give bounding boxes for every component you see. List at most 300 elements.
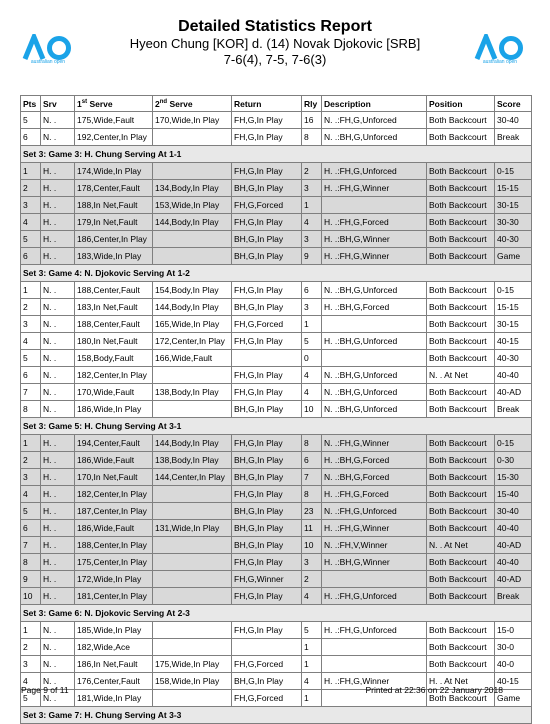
cell-pts: 4: [21, 673, 41, 690]
cell-server: N. .: [41, 622, 75, 639]
cell-return: FH,G,Forced: [232, 690, 302, 707]
cell-position: Both Backcourt: [427, 282, 495, 299]
table-row: [21, 469, 532, 486]
cell-first-serve: 158,Body,Fault: [75, 350, 153, 367]
cell-pts: 2: [21, 639, 41, 656]
cell-rally: 1: [302, 690, 322, 707]
cell-second-serve: 175,Wide,In Play: [153, 656, 232, 673]
cell-server: H. .: [41, 554, 75, 571]
cell-first-serve: 194,Center,Fault: [75, 435, 153, 452]
col-rly: Rly: [302, 96, 322, 112]
cell-pts: 7: [21, 384, 41, 401]
cell-position: Both Backcourt: [427, 248, 495, 265]
cell-second-serve: 158,Wide,In Play: [153, 673, 232, 690]
cell-first-serve: 181,Wide,In Play: [75, 690, 153, 707]
cell-description: H. .:BH,G,Unforced: [322, 333, 427, 350]
cell-rally: 5: [302, 622, 322, 639]
cell-pts: 5: [21, 503, 41, 520]
table-row: [21, 299, 532, 316]
cell-position: Both Backcourt: [427, 571, 495, 588]
cell-rally: 4: [302, 588, 322, 605]
cell-score: 0-15: [495, 435, 532, 452]
cell-position: Both Backcourt: [427, 112, 495, 129]
cell-return: BH,G,In Play: [232, 503, 302, 520]
cell-return: BH,G,In Play: [232, 469, 302, 486]
cell-server: H. .: [41, 435, 75, 452]
match-title: Hyeon Chung [KOR] d. (14) Novak Djokovic [SRB]: [129, 36, 421, 51]
cell-rally: 4: [302, 384, 322, 401]
cell-first-serve: 182,Wide,Ace: [75, 639, 153, 656]
cell-server: H. .: [41, 588, 75, 605]
cell-server: H. .: [41, 503, 75, 520]
cell-return: BH,G,In Play: [232, 180, 302, 197]
logo-caption: australian open: [30, 59, 66, 65]
table-row: [21, 231, 532, 248]
cell-first-serve: 180,In Net,Fault: [75, 333, 153, 350]
table-row: [21, 129, 532, 146]
cell-score: 0-30: [495, 452, 532, 469]
cell-rally: 5: [302, 333, 322, 350]
game-header: Set 3: Game 6: N. Djokovic Serving At 2-3: [21, 605, 532, 622]
cell-description: H. .:FH,G,Forced: [322, 214, 427, 231]
cell-return: FH,G,Forced: [232, 656, 302, 673]
cell-score: Game: [495, 690, 532, 707]
cell-position: Both Backcourt: [427, 452, 495, 469]
cell-position: Both Backcourt: [427, 163, 495, 180]
cell-position: Both Backcourt: [427, 486, 495, 503]
cell-server: H. .: [41, 452, 75, 469]
cell-first-serve: 178,Center,Fault: [75, 180, 153, 197]
cell-server: H. .: [41, 520, 75, 537]
table-row: [21, 112, 532, 129]
ao-logo-mark: [22, 34, 74, 60]
cell-second-serve: 153,Wide,In Play: [153, 197, 232, 214]
cell-position: Both Backcourt: [427, 469, 495, 486]
cell-server: H. .: [41, 537, 75, 554]
cell-rally: 10: [302, 537, 322, 554]
cell-server: N. .: [41, 333, 75, 350]
cell-pts: 4: [21, 214, 41, 231]
cell-score: 30-15: [495, 197, 532, 214]
cell-score: Game: [495, 248, 532, 265]
cell-first-serve: 174,Wide,In Play: [75, 163, 153, 180]
table-row: [21, 486, 532, 503]
cell-position: Both Backcourt: [427, 384, 495, 401]
cell-rally: 10: [302, 401, 322, 418]
cell-position: Both Backcourt: [427, 401, 495, 418]
cell-server: N. .: [41, 299, 75, 316]
cell-server: N. .: [41, 656, 75, 673]
cell-server: H. .: [41, 197, 75, 214]
cell-return: FH,G,In Play: [232, 588, 302, 605]
cell-description: H. .:FH,G,Winner: [322, 248, 427, 265]
cell-description: [322, 639, 427, 656]
cell-pts: 8: [21, 401, 41, 418]
table-row: [21, 333, 532, 350]
cell-second-serve: [153, 401, 232, 418]
cell-position: Both Backcourt: [427, 622, 495, 639]
cell-return: FH,G,Winner: [232, 571, 302, 588]
cell-pts: 9: [21, 571, 41, 588]
table-row: [21, 452, 532, 469]
cell-description: N. .:BH,G,Unforced: [322, 129, 427, 146]
cell-rally: 2: [302, 163, 322, 180]
cell-description: [322, 350, 427, 367]
cell-first-serve: 176,Center,Fault: [75, 673, 153, 690]
cell-second-serve: 138,Body,In Play: [153, 384, 232, 401]
cell-second-serve: 144,Center,In Play: [153, 469, 232, 486]
cell-second-serve: [153, 231, 232, 248]
cell-position: Both Backcourt: [427, 214, 495, 231]
cell-server: H. .: [41, 248, 75, 265]
cell-score: 30-30: [495, 214, 532, 231]
cell-pts: 3: [21, 656, 41, 673]
cell-pts: 3: [21, 197, 41, 214]
cell-first-serve: 175,Wide,Fault: [75, 112, 153, 129]
cell-description: N. .:FH,G,Unforced: [322, 503, 427, 520]
game-header: Set 3: Game 5: H. Chung Serving At 3-1: [21, 418, 532, 435]
cell-description: H. .:BH,G,Winner: [322, 554, 427, 571]
table-row: [21, 622, 532, 639]
cell-score: 30-40: [495, 503, 532, 520]
cell-first-serve: 183,In Net,Fault: [75, 299, 153, 316]
cell-pts: 6: [21, 129, 41, 146]
table-row: [21, 656, 532, 673]
table-row: [21, 180, 532, 197]
cell-server: H. .: [41, 571, 75, 588]
col-srv: Srv: [41, 96, 75, 112]
cell-position: Both Backcourt: [427, 231, 495, 248]
cell-description: H. .:BH,G,Forced: [322, 299, 427, 316]
table-row: [21, 214, 532, 231]
cell-description: N. .:BH,G,Unforced: [322, 367, 427, 384]
table-row: [21, 537, 532, 554]
cell-return: FH,G,In Play: [232, 384, 302, 401]
cell-rally: 9: [302, 248, 322, 265]
cell-pts: 3: [21, 316, 41, 333]
cell-server: N. .: [41, 639, 75, 656]
cell-second-serve: [153, 163, 232, 180]
cell-score: Break: [495, 401, 532, 418]
cell-rally: 4: [302, 367, 322, 384]
cell-pts: 5: [21, 231, 41, 248]
cell-position: N. . At Net: [427, 367, 495, 384]
cell-rally: 11: [302, 520, 322, 537]
cell-score: 40-40: [495, 520, 532, 537]
cell-score: 15-40: [495, 486, 532, 503]
cell-description: N. .:FH,V,Winner: [322, 537, 427, 554]
cell-position: Both Backcourt: [427, 639, 495, 656]
col-second-serve: 2nd Serve: [153, 96, 232, 112]
table-row: [21, 520, 532, 537]
cell-return: BH,G,In Play: [232, 452, 302, 469]
cell-first-serve: 179,In Net,Fault: [75, 214, 153, 231]
game-header: Set 3: Game 4: N. Djokovic Serving At 1-2: [21, 265, 532, 282]
cell-return: FH,G,In Play: [232, 214, 302, 231]
cell-score: 30-15: [495, 316, 532, 333]
cell-score: Break: [495, 129, 532, 146]
cell-score: 40-15: [495, 333, 532, 350]
print-timestamp: Printed at 22:36 on 22 January 2018: [365, 685, 503, 695]
game-header: Set 3: Game 3: H. Chung Serving At 1-1: [21, 146, 532, 163]
cell-description: N. .:BH,G,Unforced: [322, 401, 427, 418]
cell-rally: 6: [302, 452, 322, 469]
report-title: Detailed Statistics Report: [178, 18, 372, 35]
cell-server: N. .: [41, 384, 75, 401]
cell-rally: 16: [302, 112, 322, 129]
cell-return: FH,G,In Play: [232, 112, 302, 129]
cell-position: Both Backcourt: [427, 350, 495, 367]
cell-second-serve: 166,Wide,Fault: [153, 350, 232, 367]
cell-return: FH,G,In Play: [232, 367, 302, 384]
cell-rally: 1: [302, 639, 322, 656]
cell-first-serve: 186,Wide,In Play: [75, 401, 153, 418]
cell-second-serve: 131,Wide,In Play: [153, 520, 232, 537]
cell-position: Both Backcourt: [427, 520, 495, 537]
cell-second-serve: [153, 129, 232, 146]
cell-score: 40-30: [495, 350, 532, 367]
cell-first-serve: 188,Center,Fault: [75, 316, 153, 333]
table-row: [21, 571, 532, 588]
cell-first-serve: 185,Wide,In Play: [75, 622, 153, 639]
cell-description: H. .:FH,G,Winner: [322, 520, 427, 537]
cell-pts: 1: [21, 282, 41, 299]
cell-score: 40-AD: [495, 571, 532, 588]
cell-score: 0-15: [495, 163, 532, 180]
cell-pts: 3: [21, 469, 41, 486]
cell-position: Both Backcourt: [427, 333, 495, 350]
cell-second-serve: 138,Body,In Play: [153, 452, 232, 469]
cell-rally: 0: [302, 350, 322, 367]
cell-server: N. .: [41, 401, 75, 418]
cell-score: 40-AD: [495, 384, 532, 401]
cell-score: Break: [495, 588, 532, 605]
cell-description: H. .:FH,G,Unforced: [322, 622, 427, 639]
cell-return: FH,G,In Play: [232, 435, 302, 452]
cell-description: H. .:BH,G,Forced: [322, 452, 427, 469]
col-position: Position: [427, 96, 495, 112]
cell-second-serve: [153, 486, 232, 503]
cell-position: Both Backcourt: [427, 180, 495, 197]
cell-return: BH,G,In Play: [232, 248, 302, 265]
game-header-row: [21, 605, 532, 622]
table-row: [21, 282, 532, 299]
cell-score: 40-30: [495, 231, 532, 248]
cell-return: BH,G,In Play: [232, 231, 302, 248]
cell-rally: 3: [302, 231, 322, 248]
cell-second-serve: [153, 554, 232, 571]
cell-position: Both Backcourt: [427, 316, 495, 333]
cell-rally: 1: [302, 197, 322, 214]
australian-open-logo-right: [474, 34, 526, 70]
cell-pts: 6: [21, 367, 41, 384]
cell-position: H. . At Net: [427, 673, 495, 690]
cell-pts: 2: [21, 180, 41, 197]
table-row: [21, 554, 532, 571]
cell-description: [322, 316, 427, 333]
cell-first-serve: 182,Center,In Play: [75, 367, 153, 384]
cell-first-serve: 186,Center,In Play: [75, 231, 153, 248]
game-header-row: [21, 265, 532, 282]
cell-first-serve: 181,Center,In Play: [75, 588, 153, 605]
cell-second-serve: [153, 588, 232, 605]
cell-server: N. .: [41, 129, 75, 146]
cell-rally: 23: [302, 503, 322, 520]
cell-second-serve: 170,Wide,In Play: [153, 112, 232, 129]
report-header: [0, 18, 550, 68]
cell-position: Both Backcourt: [427, 656, 495, 673]
cell-description: H. .:FH,G,Winner: [322, 673, 427, 690]
cell-rally: 4: [302, 214, 322, 231]
cell-position: N. . At Net: [427, 537, 495, 554]
cell-server: H. .: [41, 486, 75, 503]
cell-return: FH,G,In Play: [232, 163, 302, 180]
cell-description: N. .:BH,G,Forced: [322, 469, 427, 486]
cell-second-serve: [153, 537, 232, 554]
cell-return: FH,G,In Play: [232, 129, 302, 146]
table-row: [21, 503, 532, 520]
cell-pts: 8: [21, 554, 41, 571]
cell-second-serve: 134,Body,In Play: [153, 180, 232, 197]
cell-score: 15-30: [495, 469, 532, 486]
cell-server: N. .: [41, 282, 75, 299]
cell-score: 15-15: [495, 299, 532, 316]
table-row: [21, 401, 532, 418]
cell-rally: 3: [302, 299, 322, 316]
cell-second-serve: 172,Center,In Play: [153, 333, 232, 350]
point-by-point-table: [20, 95, 532, 724]
cell-first-serve: 170,Wide,Fault: [75, 384, 153, 401]
table-body: [21, 112, 532, 724]
table-row: [21, 384, 532, 401]
cell-second-serve: [153, 367, 232, 384]
col-first-serve: 1st Serve: [75, 96, 153, 112]
cell-first-serve: 186,Wide,Fault: [75, 520, 153, 537]
cell-score: 40-40: [495, 367, 532, 384]
cell-return: FH,G,In Play: [232, 554, 302, 571]
cell-second-serve: [153, 248, 232, 265]
cell-server: H. .: [41, 469, 75, 486]
cell-rally: 1: [302, 656, 322, 673]
col-score: Score: [495, 96, 532, 112]
cell-first-serve: 192,Center,In Play: [75, 129, 153, 146]
cell-description: H. .:FH,G,Winner: [322, 180, 427, 197]
cell-server: H. .: [41, 214, 75, 231]
cell-first-serve: 188,Center,Fault: [75, 282, 153, 299]
cell-second-serve: 154,Body,In Play: [153, 282, 232, 299]
cell-first-serve: 170,In Net,Fault: [75, 469, 153, 486]
table-row: [21, 316, 532, 333]
cell-second-serve: [153, 571, 232, 588]
table-row: [21, 197, 532, 214]
cell-first-serve: 182,Center,In Play: [75, 486, 153, 503]
cell-server: N. .: [41, 690, 75, 707]
cell-first-serve: 187,Center,In Play: [75, 503, 153, 520]
cell-second-serve: 144,Body,In Play: [153, 299, 232, 316]
table-row: [21, 248, 532, 265]
cell-pts: 10: [21, 588, 41, 605]
cell-score: 40-40: [495, 554, 532, 571]
cell-rally: 2: [302, 571, 322, 588]
table-row: [21, 163, 532, 180]
cell-score: 30-40: [495, 112, 532, 129]
cell-description: N. .:FH,G,Winner: [322, 435, 427, 452]
cell-return: FH,G,In Play: [232, 486, 302, 503]
col-description: Description: [322, 96, 427, 112]
cell-pts: 7: [21, 537, 41, 554]
cell-position: Both Backcourt: [427, 197, 495, 214]
cell-first-serve: 172,Wide,In Play: [75, 571, 153, 588]
cell-rally: 6: [302, 282, 322, 299]
cell-return: BH,G,In Play: [232, 520, 302, 537]
cell-position: Both Backcourt: [427, 503, 495, 520]
cell-score: 40-15: [495, 673, 532, 690]
game-header-row: [21, 707, 532, 724]
cell-description: H. .:FH,G,Unforced: [322, 588, 427, 605]
cell-first-serve: 183,Wide,In Play: [75, 248, 153, 265]
col-return: Return: [232, 96, 302, 112]
cell-first-serve: 186,In Net,Fault: [75, 656, 153, 673]
cell-second-serve: 165,Wide,In Play: [153, 316, 232, 333]
cell-return: FH,G,In Play: [232, 622, 302, 639]
cell-return: FH,G,In Play: [232, 282, 302, 299]
cell-position: Both Backcourt: [427, 588, 495, 605]
cell-server: N. .: [41, 316, 75, 333]
cell-position: Both Backcourt: [427, 690, 495, 707]
table-header-row: [21, 96, 532, 112]
cell-rally: 3: [302, 180, 322, 197]
cell-description: [322, 571, 427, 588]
cell-return: [232, 350, 302, 367]
cell-description: [322, 197, 427, 214]
cell-pts: 1: [21, 622, 41, 639]
cell-score: 15-0: [495, 622, 532, 639]
cell-second-serve: 144,Body,In Play: [153, 435, 232, 452]
table-row: [21, 639, 532, 656]
cell-first-serve: 186,Wide,Fault: [75, 452, 153, 469]
cell-server: H. .: [41, 180, 75, 197]
cell-pts: 2: [21, 299, 41, 316]
cell-return: [232, 639, 302, 656]
cell-rally: 8: [302, 486, 322, 503]
cell-rally: 4: [302, 673, 322, 690]
col-pts: Pts: [21, 96, 41, 112]
cell-server: H. .: [41, 231, 75, 248]
cell-pts: 6: [21, 248, 41, 265]
cell-pts: 5: [21, 112, 41, 129]
logo-caption: australian open: [482, 59, 518, 65]
table-row: [21, 367, 532, 384]
cell-second-serve: [153, 622, 232, 639]
cell-score: 40-AD: [495, 537, 532, 554]
cell-description: H. .:BH,G,Winner: [322, 231, 427, 248]
cell-position: Both Backcourt: [427, 435, 495, 452]
cell-pts: 4: [21, 486, 41, 503]
cell-return: BH,G,In Play: [232, 673, 302, 690]
cell-position: Both Backcourt: [427, 299, 495, 316]
cell-server: N. .: [41, 367, 75, 384]
cell-first-serve: 188,Center,In Play: [75, 537, 153, 554]
cell-second-serve: [153, 639, 232, 656]
cell-position: Both Backcourt: [427, 554, 495, 571]
cell-score: 15-15: [495, 180, 532, 197]
cell-description: [322, 656, 427, 673]
game-header-row: [21, 146, 532, 163]
cell-description: N. .:FH,G,Unforced: [322, 112, 427, 129]
cell-return: FH,G,In Play: [232, 333, 302, 350]
cell-pts: 6: [21, 520, 41, 537]
cell-score: 30-0: [495, 639, 532, 656]
